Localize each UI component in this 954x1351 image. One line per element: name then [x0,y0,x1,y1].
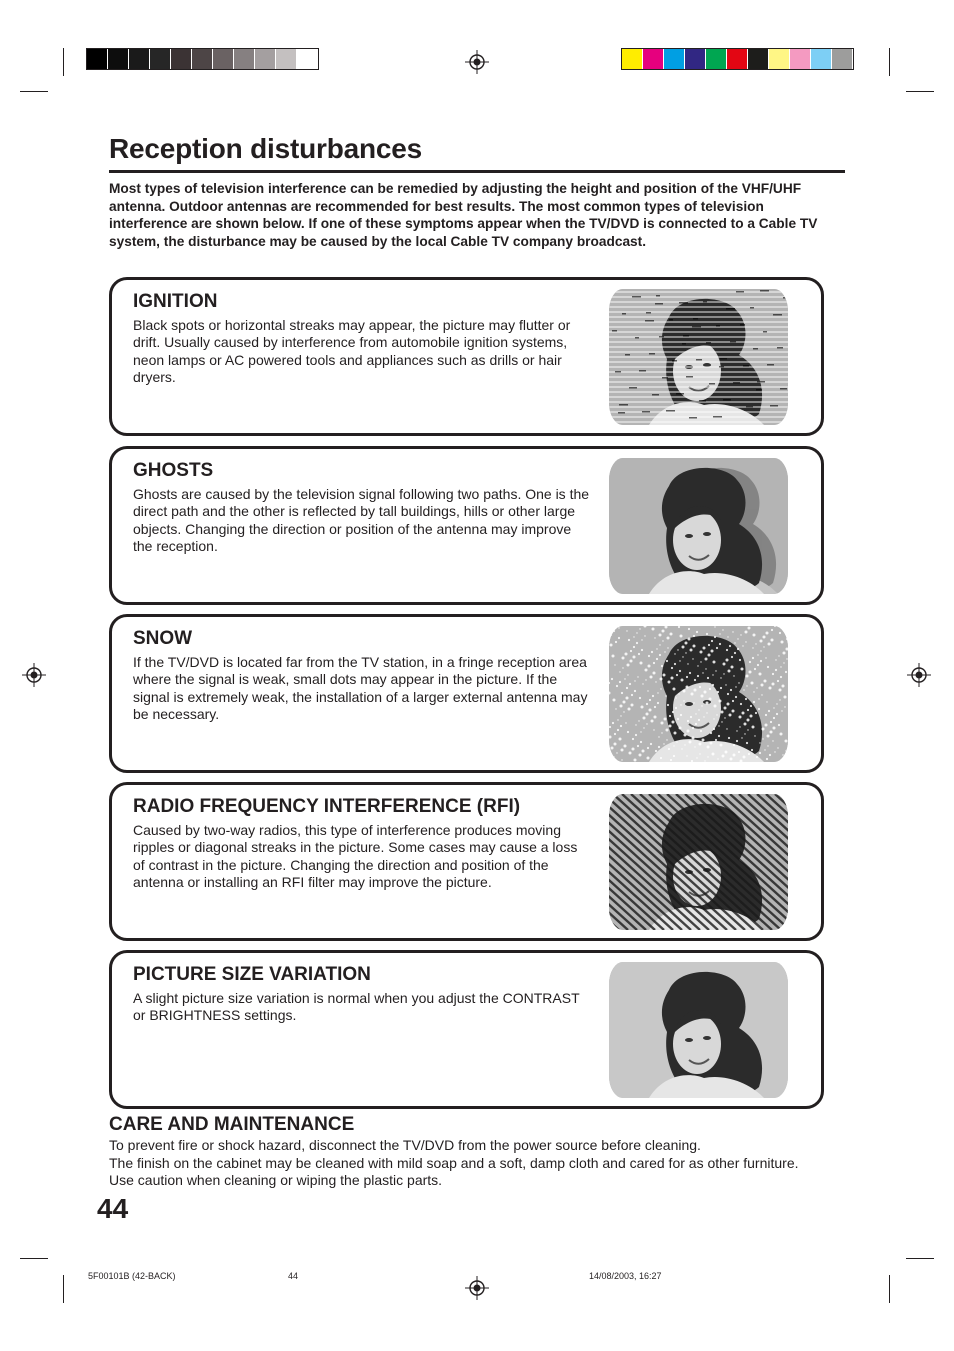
crop-mark [63,48,64,76]
section-text: Black spots or horizontal streaks may appear, the picture may flutter or drift. Usually caused by interference from automobile ignition systems, neon lamps or AC powered tools and appliances such as drills or hair dryers. [133,317,571,386]
section-heading: SNOW [133,628,193,649]
footer-timestamp: 14/08/2003, 16:27 [589,1271,662,1281]
crop-mark [889,1275,890,1303]
gray-swatch [276,49,297,69]
gray-swatch [192,49,213,69]
registration-mark-icon [907,663,931,687]
grayscale-calibration-bar [86,48,319,70]
section-card-rfi [109,782,824,941]
care-line: Use caution when cleaning or wiping the plastic parts. [109,1172,443,1189]
tv-screen-image-picture-size [609,962,788,1098]
crop-mark [889,48,890,76]
section-heading: PICTURE SIZE VARIATION [133,964,371,985]
section-card-snow [109,614,824,773]
color-swatch [643,49,664,69]
section-text: Ghosts are caused by the television signal following two paths. One is the direct path and the other is reflected by tall buildings, hills or other large objects. Changing the direction or position of the antenna may improve the reception. [133,486,590,555]
color-swatch [790,49,811,69]
care-line: To prevent fire or shock hazard, disconnect the TV/DVD from the power source before cleaning. [109,1137,701,1153]
gray-swatch [255,49,276,69]
section-text: If the TV/DVD is located far from the TV station, in a fringe reception area where the signal is weak, small dots may appear in the picture. If the signal is extremely weak, the installation of a larger external antenna may be necessary. [133,654,588,723]
crop-mark [906,91,934,92]
tv-screen-image-ghosts [609,458,788,594]
color-swatch [748,49,769,69]
gray-swatch [108,49,129,69]
gray-swatch [297,49,318,69]
section-heading: RADIO FREQUENCY INTERFERENCE (RFI) [133,796,521,817]
color-swatch [832,49,853,69]
tv-screen-image-ignition [609,289,788,425]
registration-mark-icon [465,1276,489,1300]
care-heading: CARE AND MAINTENANCE [109,1114,355,1135]
color-calibration-bar [621,48,854,70]
section-card-ghosts [109,446,824,605]
care-text [109,1137,839,1190]
page-title: Reception disturbances [109,133,423,164]
crop-mark [63,1275,64,1303]
gray-swatch [150,49,171,69]
section-heading: IGNITION [133,291,218,312]
gray-swatch [171,49,192,69]
gray-swatch [129,49,150,69]
color-swatch [811,49,832,69]
tv-screen-image-rfi [609,794,788,930]
section-heading: GHOSTS [133,460,214,481]
gray-swatch [234,49,255,69]
color-swatch [706,49,727,69]
footer-doc-id: 5F00101B (42-BACK) [88,1271,176,1281]
color-swatch [622,49,643,69]
color-swatch [769,49,790,69]
section-card-picture-size [109,950,824,1109]
color-swatch [664,49,685,69]
gray-swatch [213,49,234,69]
intro-paragraph: Most types of television interference can be remedied by adjusting the height and position of the VHF/UHF antenna. Outdoor antennas are recommended for best results. The most common types of television interference are shown below. If one of these symptoms appear when the TV/DVD is connected to a Cable TV system, the disturbance may be caused by the local Cable TV company broadcast. [109,181,818,249]
section-card-ignition [109,277,824,436]
section-text: Caused by two-way radios, this type of interference produces moving ripples or diagonal streaks in the picture. Some cases may cause a loss of contrast in the picture. Changing the direction and position of the antenna or installing an RFI filter may improve the picture. [133,822,578,891]
color-swatch [685,49,706,69]
color-swatch [727,49,748,69]
crop-mark [20,1258,48,1259]
gray-swatch [87,49,108,69]
page-number: 44 [97,1193,129,1224]
registration-mark-icon [465,50,489,74]
tv-screen-image-snow [609,626,788,762]
care-line: The finish on the cabinet may be cleaned with mild soap and a soft, damp cloth and cared for as other furniture. [109,1154,799,1171]
crop-mark [20,91,48,92]
crop-mark [906,1258,934,1259]
registration-mark-icon [22,663,46,687]
title-rule [109,170,845,173]
section-text: A slight picture size variation is normal when you adjust the CONTRAST or BRIGHTNESS settings. [133,990,580,1024]
footer-page: 44 [288,1271,299,1281]
